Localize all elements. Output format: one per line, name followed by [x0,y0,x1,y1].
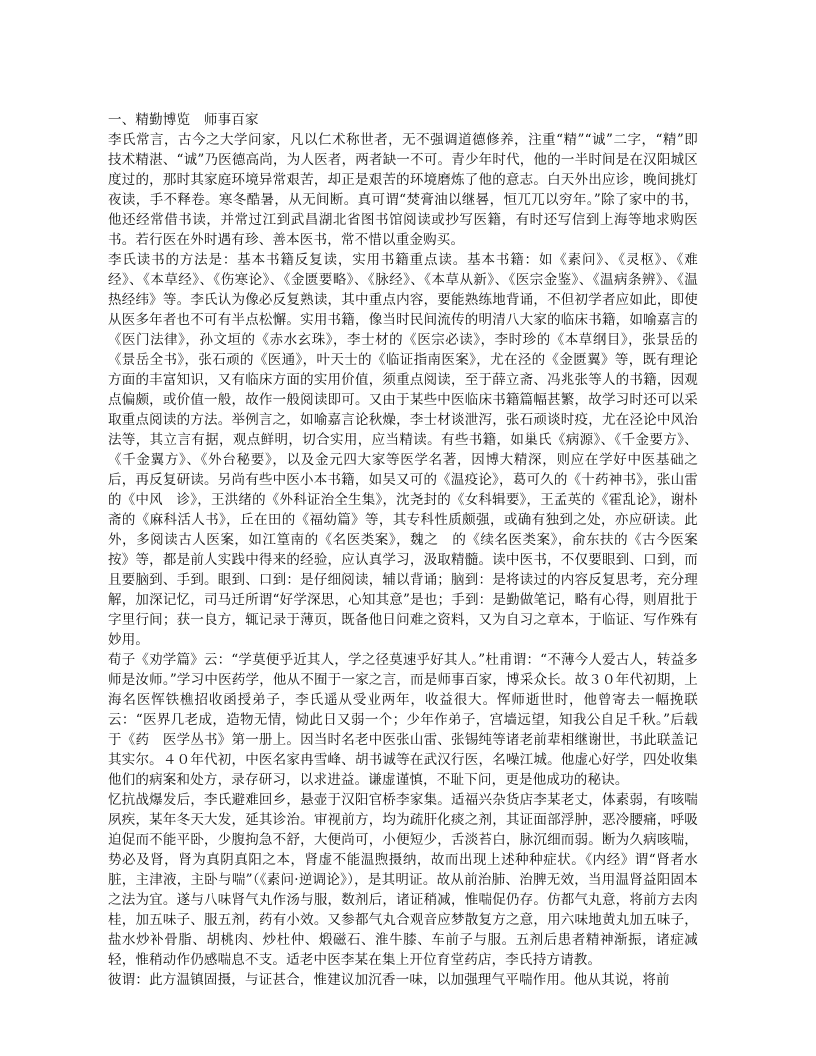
paragraph-case-story: 忆抗战爆发后，李氏避难回乡，悬壶于汉阳官桥李家集。适福兴杂货店李某老丈，体素弱，有咳喘夙疾，某年冬天大发，延其诊治。审视前方，均为疏肝化痰之剂，其证面部浮肿，恶冷腰痛，呼吸迫促而不能平卧，少腹拘急不舒，大便尚可，小便短少，舌淡苔白，脉沉细而弱。断为久病咳喘，势必及肾，肾为真阴真阳之本，肾虚不能温煦摄纳，故而出现上述种种症状。《内经》谓“肾者水脏，主津液，主卧与喘”（《素问·逆调论》），是其明证。故从前治肺、治脾无效，当用温肾益阳固本之法为宜。遂与八味肾气丸作汤与服，数剂后，诸证稍减，惟喘促仍存。仿都气丸意，将前方去肉桂，加五味子、服五剂，药有小效。又参都气丸合观音应梦散复方之意，用六味地黄丸加五味子，盐水炒补骨脂、胡桃肉、炒杜仲、煅磁石、淮牛膝、车前子与服。五剂后患者精神渐振，诸症减轻，惟稍动作仍感喘息不支。适老中医李某在集上开位育堂药店，李氏持方请教。 [108,792,698,968]
paragraph-reading-method: 李氏读书的方法是：基本书籍反复读，实用书籍重点读。基本书籍：如《素问》、《灵枢》、《难经》、《本草经》、《伤寒论》、《金匮要略》、《脉经》、《本草从新》、《医宗金鉴》、《温病条辨》、《温热经纬》等。李氏认为像必反复熟读，其中重点内容，要能熟练地背诵，不但初学者应如此，即使从医多年者也不可有半点松懈。实用书籍，像当时民间流传的明清八大家的临床书籍，如喻嘉言的《医门法律》，孙文垣的《赤水玄珠》，李士材的《医宗必读》，李时珍的《本草纲目》，张景岳的《景岳全书》，张石顽的《医通》，叶天士的《临证指南医案》，尤在泾的《金匮翼》等，既有理论方面的丰富知识，又有临床方面的实用价值，须重点阅读，至于薛立斋、冯兆张等人的书籍，因观点偏颇，或价值一般，故作一般阅读即可。又由于某些中医临床书籍篇幅甚繁，故学习时还可以采取重点阅读的方法。举例言之，如喻嘉言论秋燥，李士材谈泄泻，张石顽谈时疫，尤在泾论中风治法等，其立言有据，观点鲜明，切合实用，应当精读。有些书籍，如巢氏《病源》、《千金要方》、《千金翼方》、《外台秘要》，以及金元四大家等医学名著，因博大精深，则应在学好中医基础之后，再反复研读。另尚有些中医小本书籍，如吴又可的《温疫论》，葛可久的《十药神书》，张山雷的《中风 诊》，王洪绪的《外科证治全生集》，沈尧封的《女科辑要》，王孟英的《霍乱论》，谢朴斋的《麻科活人书》，丘在田的《福幼篇》等，其专科性质颇强，或确有独到之处，亦应研读。此外，多阅读古人医案，如江篁南的《名医类案》，魏之 的《续名医类案》，俞东扶的《古今医案按》等，都是前人实践中得来的经验，应认真学习，汲取精髓。读中医书，不仅要眼到、口到，而且要脑到、手到。眼到、口到：是仔细阅读，辅以背诵；脑到：是将读过的内容反复思考，充分理解，加深记忆，司马迁所谓“好学深思，心知其意”是也；手到：是勤做笔记，略有心得，则眉批于字里行间；获一良方，辄记录于薄页，既备他日问难之资料，又为自习之章本，于临证、写作殊有妙用。 [108,252,698,648]
paragraph-learning-from-masters: 荀子《劝学篇》云：“学莫便乎近其人，学之径莫速乎好其人。”杜甫谓：“不薄今人爱古人，转益多师是汝师。”学习中医药学，他从不囿于一家之言，而是师事百家，博采众长。故３０年代初期，上海名医恽铁樵招收函授弟子，李氏遥从受业两年，收益很大。恽师逝世时，他曾寄去一幅挽联云：“医界几老成，造物无情，恸此日又弱一个；少年作弟子，宫墙远望，知我公自足千秋。”后载于《药 医学丛书》第一册上。因当时名老中医张山雷、张锡纯等诸老前辈相继谢世，书此联盖记其实尔。４０年代初，中医名家冉雪峰、胡书诚等在武汉行医，名噪江城。他虚心好学，四处收集他们的病案和处方，录存研习，以求进益。谦虚谨慎，不耻下问，更是他成功的秘诀。 [108,652,698,788]
section-title: 一、精勤博览 师事百家 [108,112,259,128]
paragraph-study-virtue: 李氏常言，古今之大学问家，凡以仁术称世者，无不强调道德修养，注重“精”“诚”二字，“精”即技术精湛、“诚”乃医德高尚，为人医者，两者缺一不可。青少年时代，他的一半时间是在汉阳城区度过的，那时其家庭环境异常艰苦，却正是艰苦的环境磨炼了他的意志。白天外出应诊，晚间挑灯夜读，手不释卷。寒冬酷暑，从无间断。真可谓“焚膏油以继晷，恒兀兀以穷年。”除了家中的书，他还经常借书读，并常过江到武昌湖北省图书馆阅读或抄写医籍，有时还写信到上海等地求购医书。若行医在外时遇有珍、善本医书，常不惜以重金购买。 [108,132,698,248]
paragraph-advice: 彼谓：此方温镇固摄，与证甚合，惟建议加沉香一味，以加强理气平喘作用。他从其说，将前 [108,972,670,988]
document-body [108,110,698,990]
